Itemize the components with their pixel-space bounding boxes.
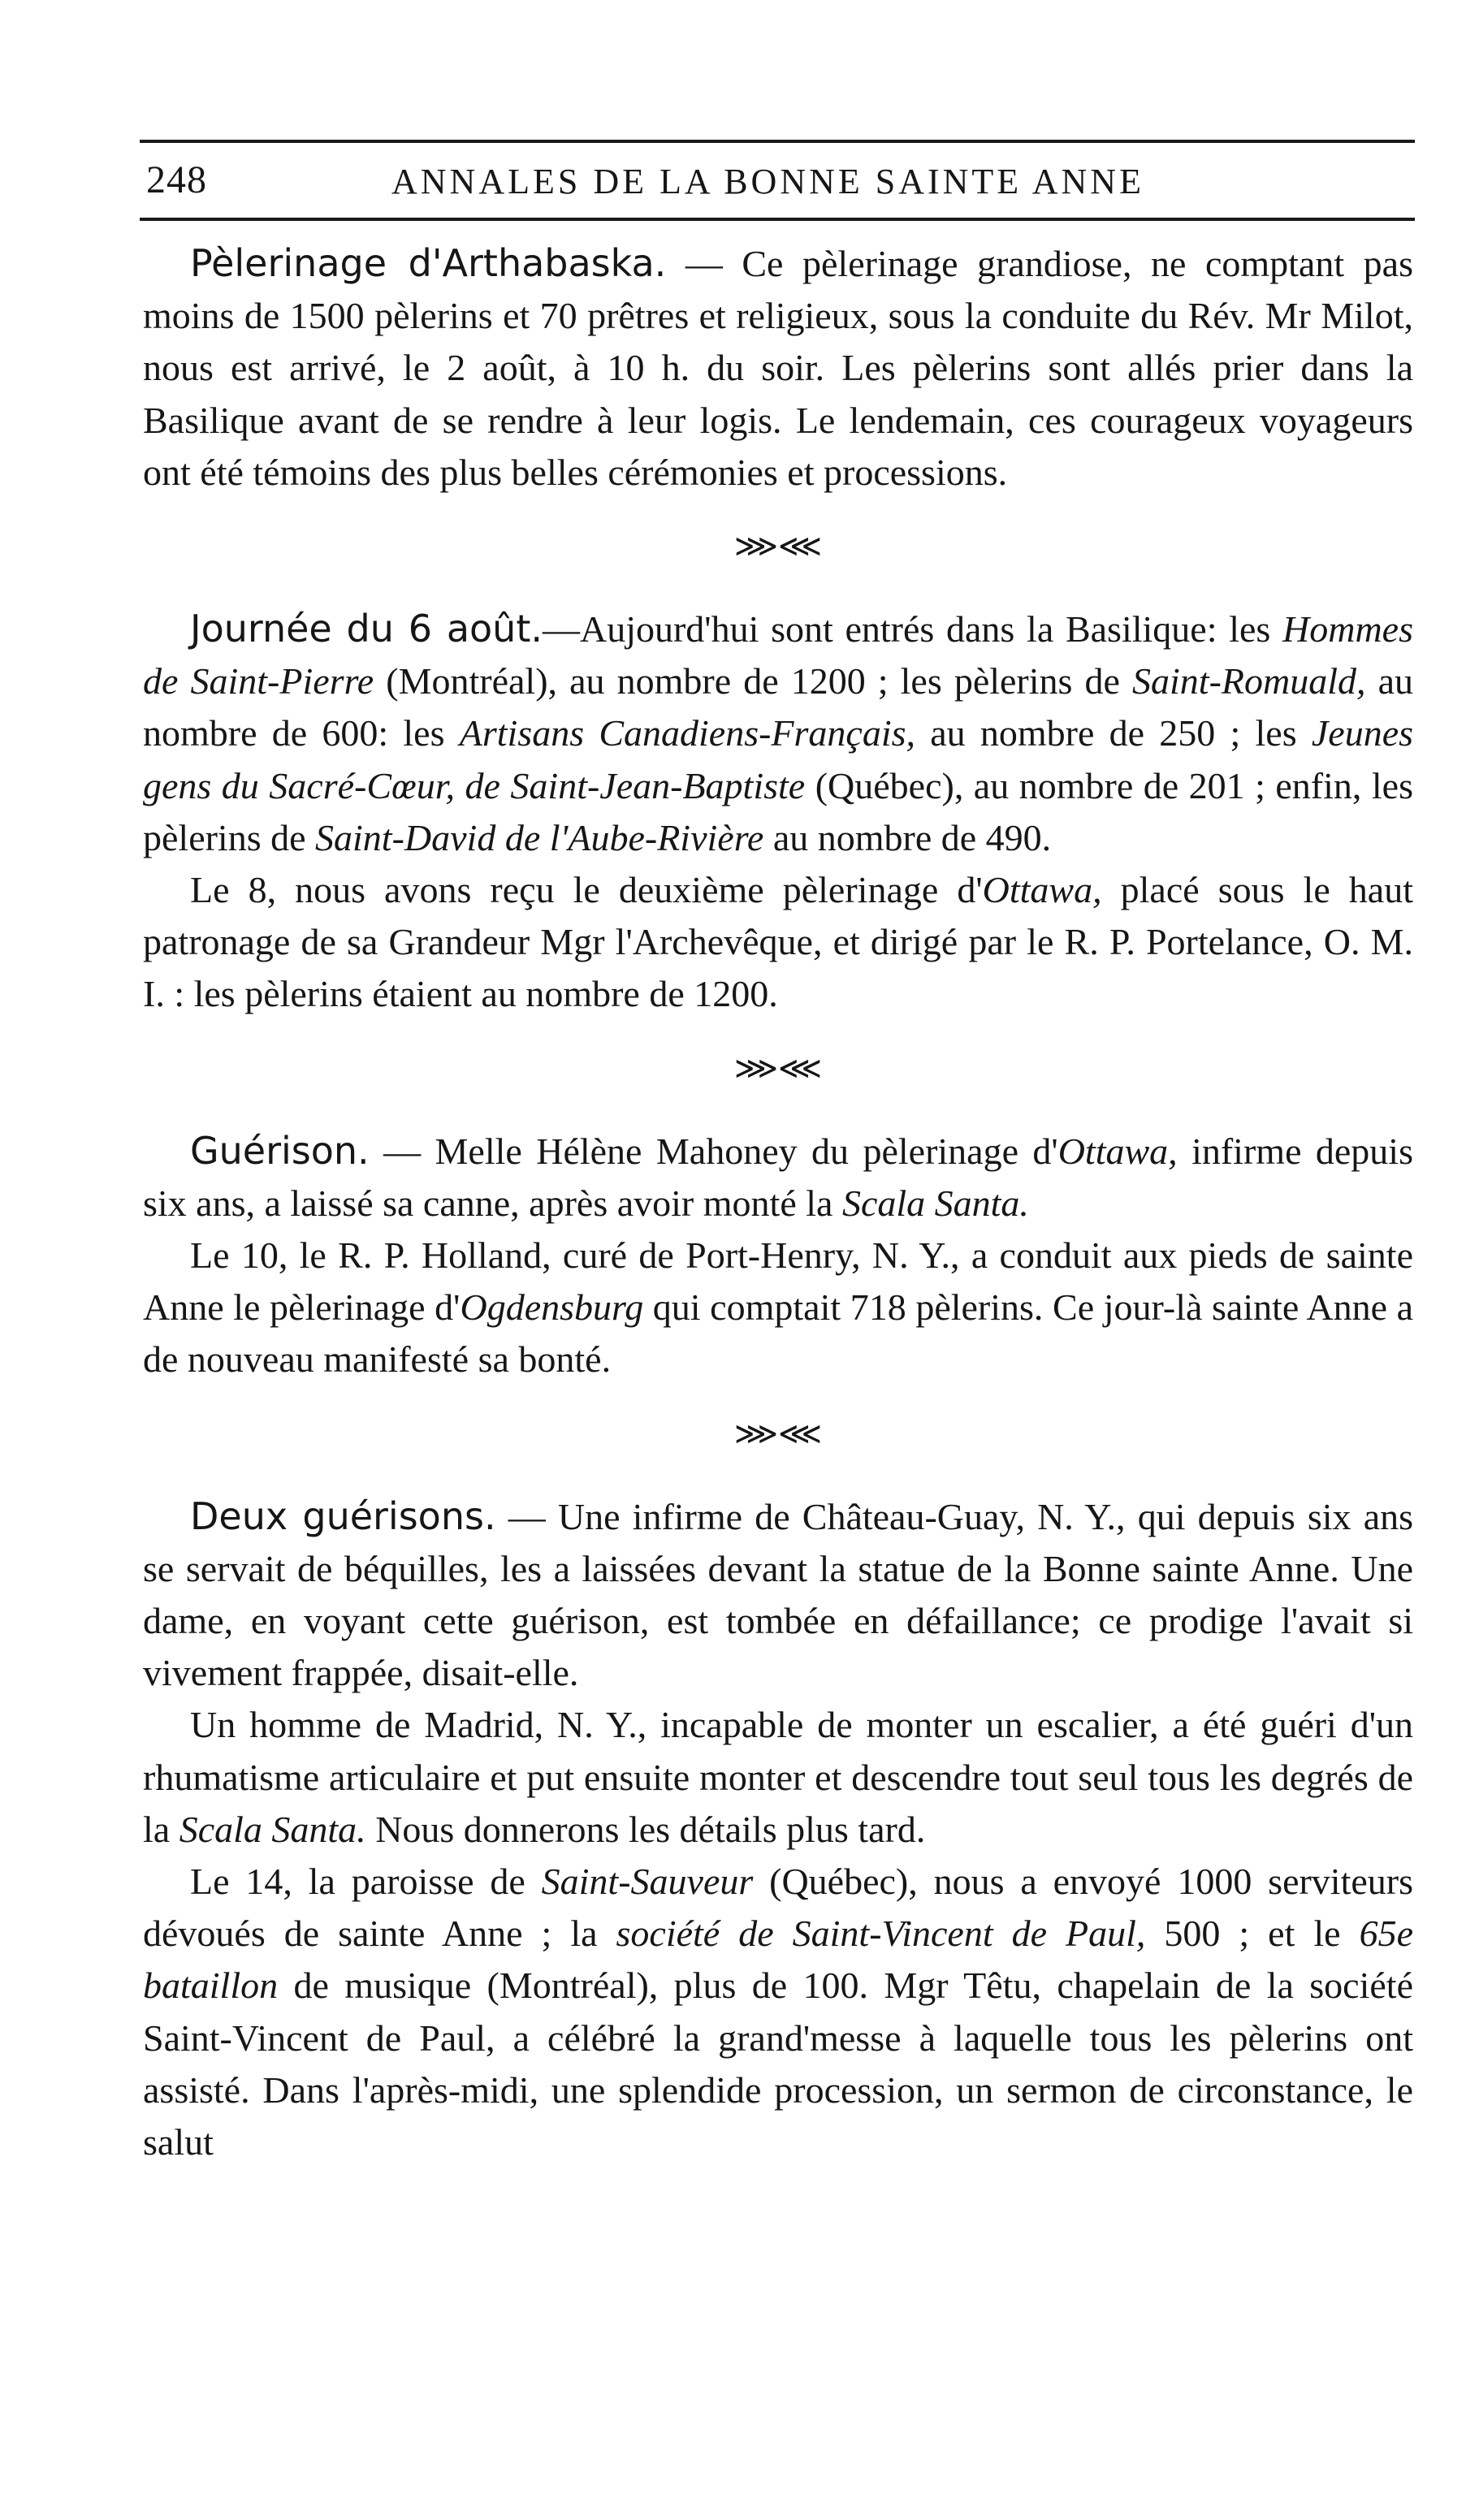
italic-run: Saint-Sauveur	[541, 1861, 754, 1903]
text-run: Un homme de Madrid, N. Y., incapable de monter un escalier, a été guéri d'un rhumatisme articulaire et put ensuite monter et descendre tout seul tous les degrés de la	[143, 1704, 1413, 1850]
paragraph-ottawa-pilgrimage	[143, 864, 1413, 1021]
section-ornament: ⋙⋘	[733, 1051, 823, 1086]
italic-run: Saint-David de l'Aube-Rivière	[315, 816, 764, 858]
body-text	[143, 237, 1413, 2168]
text-run: (Québec), au nombre de 201 ; enfin, les pèlerins de	[143, 764, 1413, 858]
paragraph-text: Ce pèlerinage grandiose, ne comptant pas moins de 1500 pèlerins et 70 prêtres et religieux, sous la conduite du Rév. Mr Milot, nous est arrivé, le 2 août, à 10 h. du soir. Les pèlerins sont allés prier dans la Basilique avant de se rendre à leur logis. Le lendemain, ces courageux voyageurs ont été témoins des plus belles cérémonies et processions.	[143, 243, 1413, 493]
title-dash: —	[369, 1130, 435, 1172]
title-dash: —	[495, 1495, 558, 1537]
paragraph-text: Une infirme de Château-Guay, N. Y., qui depuis six ans se servait de béquilles, les a laissées devant la statue de la Bonne sainte Anne. Une dame, en voyant cette guérison, est tombée en défaillance; ce prodige l'avait si vivement frappée, disait-elle.	[143, 1495, 1414, 1694]
text-run: Melle Hélène Mahoney du pèlerinage d'	[435, 1130, 1058, 1172]
section-title-journee: Journée du 6 août.	[190, 607, 543, 651]
italic-run: Artisans Canadiens-Français,	[459, 712, 916, 754]
page-header	[140, 140, 1415, 221]
section-title-arthabaska: Pèlerinage d'Arthabaska.	[190, 241, 667, 285]
text-run: (Montréal), au nombre de 1200 ; les pèlerins de	[374, 660, 1133, 702]
section-title-deux-guerisons: Deux guérisons.	[190, 1493, 496, 1538]
section-ornament: ⋙⋘	[733, 530, 823, 564]
title-dash: —	[666, 243, 742, 284]
italic-run: société de Saint-Vincent de Paul,	[616, 1913, 1146, 1955]
text-run: au nombre de 600: les	[143, 660, 1413, 754]
text-run: 500 ; et le	[1145, 1913, 1360, 1955]
text-run: de musique (Montréal), plus de 100. Mgr Têtu, chapelain de la société Saint-Vincent de Paul, a célébré la grand'messe à laquelle tous les pèlerins ont assisté. Dans l'après-midi, une splendide procession, un sermon de circonstance, le salut	[143, 1965, 1413, 2163]
italic-run: Scala Santa.	[179, 1808, 366, 1850]
italic-run: Ottawa,	[1057, 1130, 1178, 1172]
text-run: qui comptait 718 pèlerins. Ce jour-là sainte Anne a de nouveau manifesté sa bonté.	[143, 1286, 1414, 1381]
page-number: 248	[146, 158, 207, 201]
text-run: Le 8, nous avons reçu le deuxième pèlerinage d'	[190, 869, 983, 911]
text-run: Nous donnerons les détails plus tard.	[365, 1808, 926, 1850]
paragraph-saint-sauveur	[143, 1856, 1413, 2168]
running-title: ANNALES DE LA BONNE SAINTE ANNE	[391, 162, 1144, 201]
section-title-guerison: Guérison.	[190, 1128, 370, 1173]
italic-run: Ogdensburg	[460, 1286, 644, 1329]
paragraph-madrid	[143, 1699, 1413, 1856]
text-run: Le 10, le R. P. Holland, curé de Port-Henry, N. Y., a conduit aux pieds de sainte Anne le pèlerinage d'	[143, 1234, 1413, 1329]
text-run: au nombre de 490.	[763, 816, 1052, 858]
text-run: Le 14, la paroisse de	[190, 1861, 542, 1903]
title-dash: —	[542, 608, 580, 651]
text-run: (Québec), nous a envoyé 1000 serviteurs dévoués de sainte Anne ; la	[143, 1861, 1414, 1955]
italic-run: Saint-Romuald,	[1132, 660, 1366, 702]
paragraph-arthabaska	[143, 237, 1413, 499]
italic-run: 65e bataillon	[143, 1913, 1413, 2007]
paragraph-deux-guerisons	[143, 1490, 1413, 1700]
text-run: Aujourd'hui sont entrés dans la Basilique: les	[579, 608, 1283, 651]
text-run: au nombre de 250 ; les	[915, 712, 1312, 754]
section-ornament: ⋙⋘	[733, 1416, 823, 1451]
italic-run: Hommes de Saint-Pierre	[143, 608, 1413, 702]
italic-run: Ottawa,	[982, 869, 1102, 911]
text-run: placé sous le haut patronage de sa Grandeur Mgr l'Archevêque, et dirigé par le R. P. Portelance, O. M. I. : les pèlerins étaient au nombre de 1200.	[143, 869, 1413, 1015]
italic-run: Jeunes gens du Sacré-Cœur, de Saint-Jean-Baptiste	[143, 712, 1414, 806]
paragraph-ogdensburg	[143, 1230, 1413, 1386]
paragraph-journee-6-aout	[143, 603, 1413, 864]
paragraph-guerison	[143, 1125, 1413, 1230]
text-run: infirme depuis six ans, a laissé sa canne, après avoir monté la	[143, 1130, 1413, 1224]
italic-run: Scala Santa.	[841, 1182, 1029, 1224]
